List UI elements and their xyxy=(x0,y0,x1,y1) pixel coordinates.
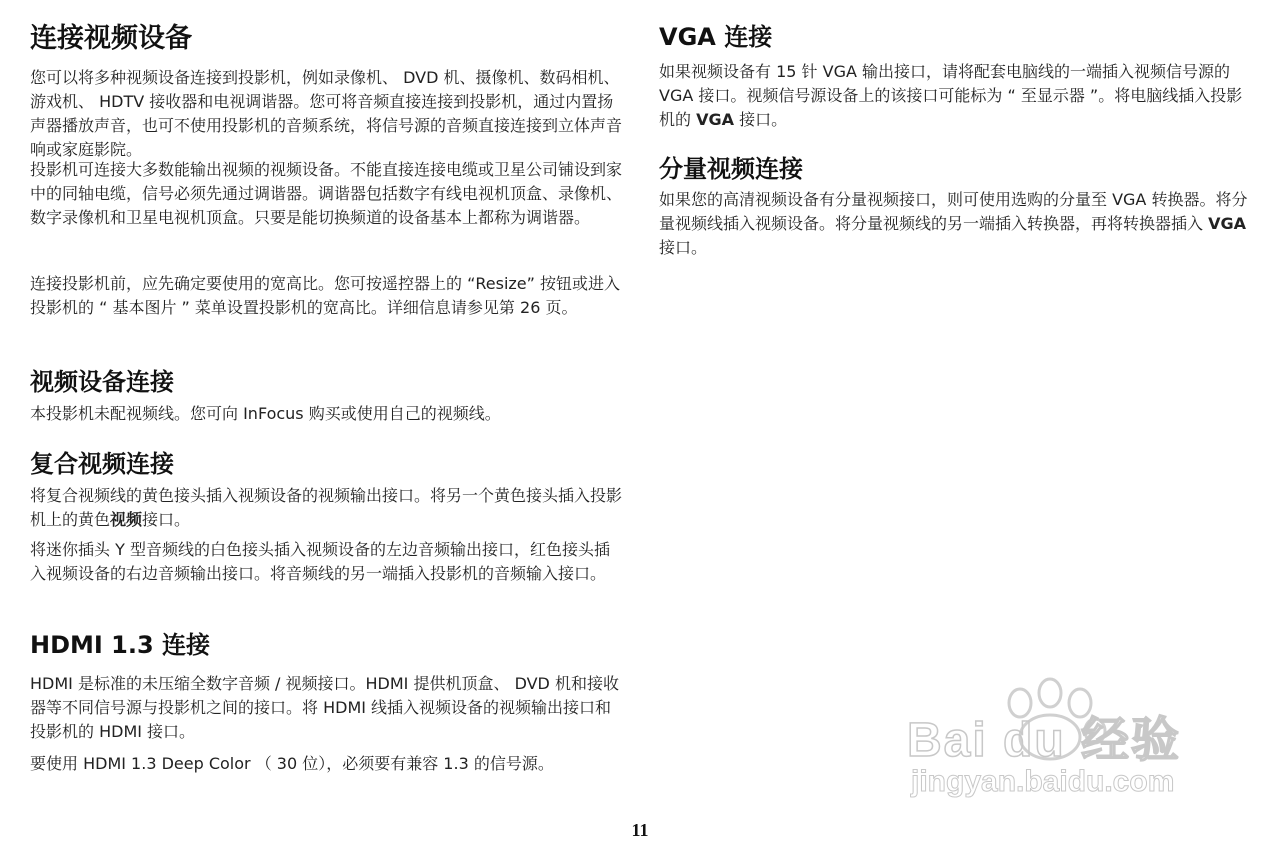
page-title: 连接视频设备 xyxy=(30,23,192,54)
composite-text-a: 将复合视频线的黄色接头插入视频设备的视频输出接口。将另一个黄色接头插入投影机上的黄色 xyxy=(30,486,623,529)
vga-text-a: 如果视频设备有 15 针 VGA 输出接口，请将配套电脑线的一端插入视频信号源的 VGA 接口。视频信号源设备上的该接口可能标为 “ 至显示器 ”。将电脑线插入投影机的 xyxy=(659,62,1243,129)
intro-paragraph-2: 投影机可连接大多数能输出视频的视频设备。不能直接连接电缆或卫星公司铺设到家中的同轴电缆，信号必须先通过调谐器。调谐器包括数字有线电视机顶盒、录像机、数字录像机和卫星电视机顶盒。只要是能切换频道的设备基本上都称为调谐器。 xyxy=(30,160,623,227)
composite-heading: 复合视频连接 xyxy=(30,450,174,478)
component-text-b: 接口。 xyxy=(659,238,708,257)
composite-video-label: 视频 xyxy=(110,510,143,529)
hdmi-paragraph-1: HDMI 是标准的未压缩全数字音频 / 视频接口。HDMI 提供机顶盒、 DVD 机和接收器等不同信号源与投影机之间的接口。将 HDMI 线插入视频设备的视频输出接口和投影机的 HDMI 接口。 xyxy=(30,674,619,741)
vga-paragraph xyxy=(659,60,1254,132)
video-connection-paragraph: 本投影机未配视频线。您可向 InFocus 购买或使用自己的视频线。 xyxy=(30,404,501,423)
component-text-a: 如果您的高清视频设备有分量视频接口，则可使用选购的分量至 VGA 转换器。将分量视频线插入视频设备。将分量视频线的另一端插入转换器，再将转换器插入 xyxy=(659,190,1248,233)
vga-heading: VGA 连接 xyxy=(659,23,773,51)
composite-paragraph-2: 将迷你插头 Y 型音频线的白色接头插入视频设备的左边音频输出接口，红色接头插入视频设备的右边音频输出接口。将音频线的另一端插入投影机的音频输入接口。 xyxy=(30,540,610,583)
component-paragraph xyxy=(659,188,1254,260)
baidu-jingyan-watermark xyxy=(905,665,1205,805)
watermark-brand: Bai du 经验 xyxy=(907,714,1182,767)
vga-port-label: VGA xyxy=(696,110,734,129)
hdmi-heading: HDMI 1.3 连接 xyxy=(30,631,211,659)
intro-paragraph-3: 连接投影机前，应先确定要使用的宽高比。您可按遥控器上的 “Resize” 按钮或进入投影机的 “ 基本图片 ” 菜单设置投影机的宽高比。详细信息请参见第 26 页。 xyxy=(30,274,621,317)
vga-text-b: 接口。 xyxy=(734,110,788,129)
video-connection-heading: 视频设备连接 xyxy=(30,368,174,396)
component-heading: 分量视频连接 xyxy=(659,155,803,183)
component-port-label: VGA xyxy=(1208,214,1246,233)
intro-paragraph-1: 您可以将多种视频设备连接到投影机，例如录像机、 DVD 机、摄像机、数码相机、游戏机、 HDTV 接收器和电视调谐器。您可将音频直接连接到投影机，通过内置扬声器播放声音，也可不使用投影机的音频系统，将信号源的音频直接连接到立体声音响或家庭影院。 xyxy=(30,68,623,159)
composite-text-b: 接口。 xyxy=(142,510,191,529)
composite-paragraph-1 xyxy=(30,484,625,532)
hdmi-paragraph-2: 要使用 HDMI 1.3 Deep Color （ 30 位），必须要有兼容 1.3 的信号源。 xyxy=(30,754,554,773)
watermark-url: jingyan.baidu.com xyxy=(911,765,1175,798)
page-number: 11 xyxy=(631,820,649,840)
